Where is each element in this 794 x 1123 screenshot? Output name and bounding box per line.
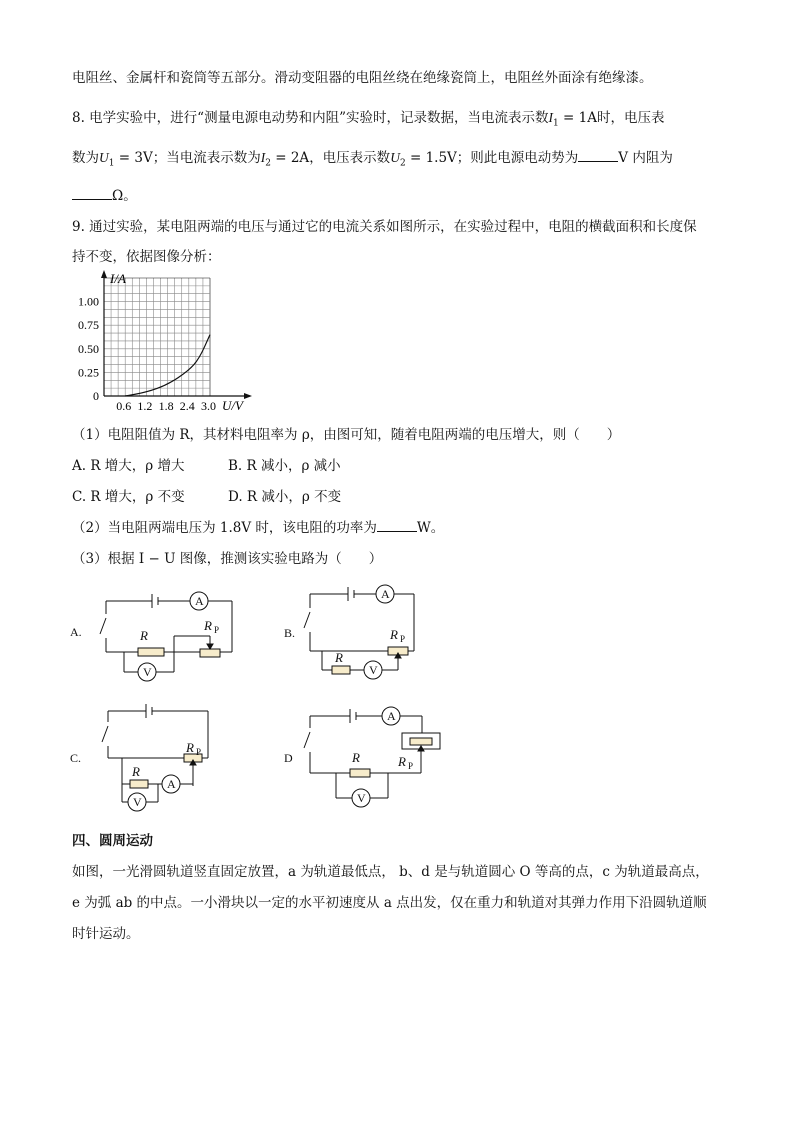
voltmeter-a: V: [143, 665, 152, 679]
rheostat-sub-a: P: [214, 625, 220, 635]
rheostat-label-b: R: [390, 627, 398, 642]
x-axis-arrow: [244, 393, 252, 399]
rheostat-label-d: R: [398, 754, 406, 769]
q8-i1-val: = 1A: [558, 110, 597, 126]
resistor-label-b: R: [335, 650, 343, 665]
q9-option-a[interactable]: A. R 增大，ρ 增大: [72, 458, 185, 474]
q9-option-d[interactable]: D. R 减小，ρ 不变: [228, 489, 342, 505]
rheostat-sub-b: P: [400, 634, 406, 644]
x-tick-label: 2.4: [179, 399, 195, 413]
ammeter-c: A: [167, 777, 176, 791]
y-axis-label: I/A: [110, 271, 126, 286]
q8-u1: U: [99, 150, 109, 165]
q9-option-b[interactable]: B. R 减小，ρ 减小: [228, 458, 341, 474]
q8-u2-sub: 2: [399, 158, 406, 169]
voltmeter-b: V: [369, 663, 378, 677]
rheostat-label-c: R: [186, 740, 194, 755]
rheostat-sub-d: P: [408, 761, 414, 771]
x-tick-label: 1.8: [158, 399, 174, 413]
resistor-label-c: R: [132, 764, 140, 779]
x-tick-label: 0.6: [116, 399, 132, 413]
q8-text-h: Ω。: [112, 188, 137, 204]
q8-line1: [72, 106, 664, 129]
y-tick-label: 0: [93, 389, 99, 403]
chart-ticks: [78, 295, 216, 413]
chart-grid: [104, 278, 210, 396]
q8-u2: U: [390, 150, 400, 165]
q8-i1-sub: 1: [552, 118, 559, 129]
q8-line2: [72, 146, 673, 169]
ammeter-a: A: [195, 594, 204, 608]
q9-sub1: （1）电阻阻值为 R，其材料电阻率为 ρ，由图可知，随着电阻两端的电压增大，则（ ）: [72, 427, 621, 443]
q8-i2-sub: 2: [265, 158, 271, 169]
resistor-label-d: R: [352, 750, 360, 765]
q8-text-c: 数为: [72, 150, 99, 166]
section4-line2: e 为弧 ab 的中点。一小滑块以一定的水平初速度从 a 点出发，仅在重力和轨道对其弹力作用下沿圆轨道顺: [72, 895, 707, 911]
y-tick-label: 0.50: [78, 341, 99, 356]
q8-text-b: 时，电压表: [596, 110, 665, 126]
q9-sub2-text: （2）当电阻两端电压为 1.8V 时，该电阻的功率为: [72, 520, 377, 536]
q8-text-f: ；则此电源电动势为: [456, 150, 579, 166]
circuit-label-c: C.: [70, 751, 82, 765]
q8-u2-val: = 1.5V: [405, 150, 457, 166]
section4-title: 四、圆周运动: [72, 833, 153, 849]
q8-text-e: ，电压表示数: [309, 150, 391, 166]
circuit-d: [304, 707, 440, 807]
x-axis-label: U/V: [222, 398, 243, 413]
q8-u1-sub: 1: [108, 158, 115, 169]
rheostat-sub-c: P: [196, 747, 202, 757]
voltmeter-d: V: [357, 791, 366, 805]
section4-line3: 时针运动。: [72, 926, 140, 942]
iu-chart: [64, 266, 254, 414]
q8-u1-val: = 3V: [114, 150, 153, 166]
y-tick-label: 0.25: [78, 365, 99, 380]
q8-i2: I: [260, 150, 266, 165]
q8-line3: [72, 184, 137, 204]
intro-text: 电阻丝、金属杆和瓷筒等五部分。滑动变阻器的电阻丝绕在绝缘瓷筒上，电阻丝外面涂有绝缘漆。: [72, 70, 653, 86]
q9-sub3: （3）根据 I − U 图像，推测该实验电路为（ ）: [72, 551, 383, 567]
q8-text-g: V 内阻为: [618, 150, 673, 166]
y-axis-arrow: [101, 270, 107, 278]
q8-text-d: ；当电流表示数为: [152, 150, 261, 166]
q8-text-a: 8. 电学实验中，进行“测量电源电动势和内阻”实验时，记录数据，当电流表示数: [72, 110, 549, 126]
y-tick-label: 0.75: [78, 318, 99, 333]
q8-i1: I: [548, 110, 553, 125]
q9-sub2-unit: W。: [416, 520, 445, 536]
q8-blank-emf[interactable]: [578, 149, 618, 162]
q9-line2: 持不变，依据图像分析：: [72, 249, 221, 265]
q9-sub2: [72, 516, 444, 536]
x-tick-label: 3.0: [201, 399, 216, 413]
ammeter-b: A: [381, 587, 390, 601]
q8-i2-val: = 2A: [270, 150, 310, 166]
rheostat-label-a: R: [204, 618, 212, 633]
circuit-label-d: D: [284, 751, 293, 765]
ammeter-d: A: [387, 709, 396, 723]
section4-line1: 如图，一光滑圆轨道竖直固定放置，a 为轨道最低点， b、d 是与轨道圆心 O 等高的点，c 为轨道最高点，: [72, 864, 709, 880]
circuit-a: [100, 592, 232, 681]
resistor-label-a: R: [140, 628, 148, 643]
circuit-label-a: A.: [70, 625, 82, 639]
q8-blank-resistance[interactable]: [72, 187, 112, 200]
q9-line1: 9. 通过实验，某电阻两端的电压与通过它的电流关系如图所示，在实验过程中，电阻的横截面积和长度保: [72, 219, 697, 235]
x-tick-label: 1.2: [137, 399, 153, 413]
voltmeter-c: V: [133, 795, 142, 809]
q9-blank-power[interactable]: [377, 519, 417, 532]
circuit-label-b: B.: [284, 626, 296, 640]
circuit-diagrams: [60, 576, 460, 816]
y-tick-label: 1.00: [78, 294, 99, 309]
q9-option-c[interactable]: C. R 增大，ρ 不变: [72, 489, 185, 505]
circuit-c: [102, 704, 208, 811]
